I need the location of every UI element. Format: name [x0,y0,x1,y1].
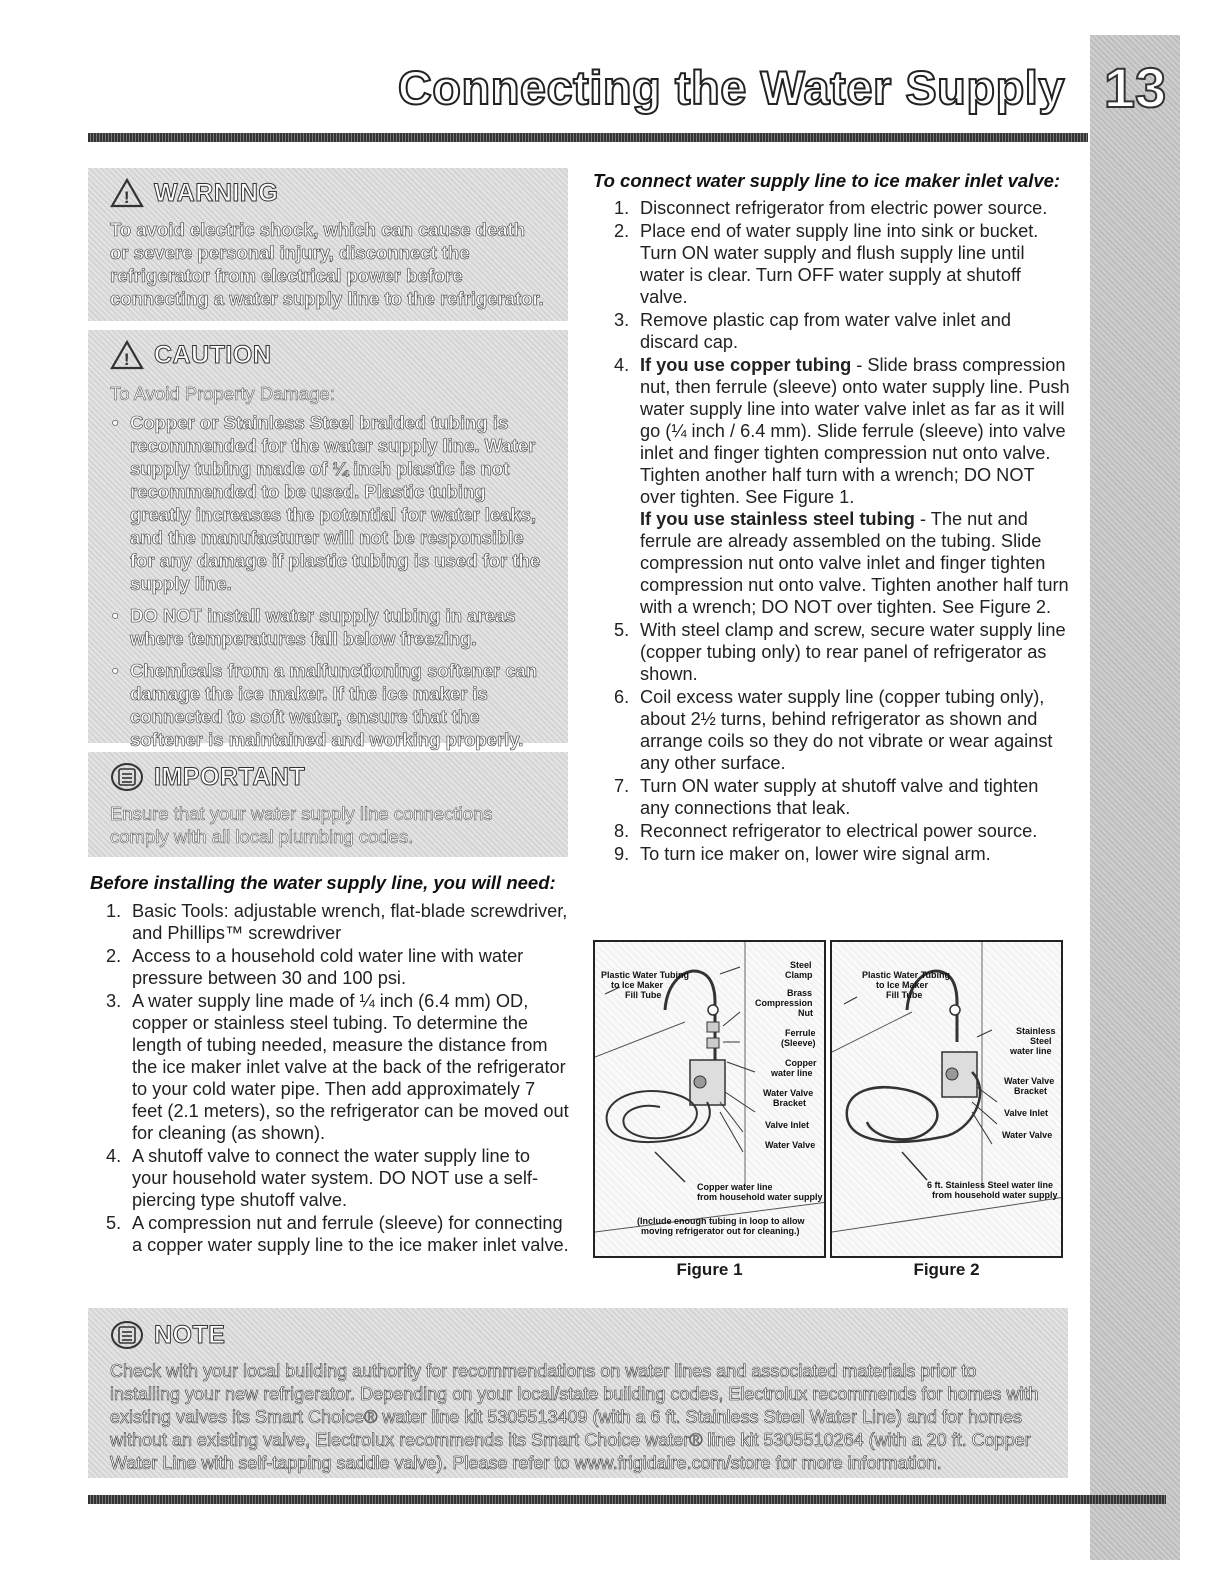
fig1-label-clamp2: Clamp [785,970,813,980]
before-item [100,1212,570,1256]
step-number: 1. [614,198,630,218]
fig1-label-supply2: from household water supply [697,1192,823,1202]
step-text: Remove plastic cap from water valve inlet and discard cap. [640,310,1011,352]
caution-bullet: • Copper or Stainless Steel braided tubing is recommended for the water supply line. Water supply tubing made of ¼ inch plastic is not recommended to be used. Plastic tubing greatly increases the potential for water leaks, and the manufacturer will not be responsible for any damage if plastic tubing is used for the supply line. [110,411,546,595]
warning-title: WARNING [154,178,279,207]
bottom-rule [88,1495,1166,1504]
fig2-label-plastic: Plastic Water Tubing [862,970,951,980]
fig2-label-stainless2: Steel [1030,1036,1052,1046]
caution-subtitle: To Avoid Property Damage: [110,383,335,404]
connect-step [608,619,1070,685]
fig2-label-bracket1: Water Valve [1004,1076,1055,1086]
item-text: A compression nut and ferrule (sleeve) for connecting a copper water supply line to the ice maker inlet valve. [132,1213,569,1255]
warning-box [88,168,568,321]
connect-step [608,309,1070,353]
fig1-label-bracket1: Water Valve [763,1088,814,1098]
fig1-label-note2: moving refrigerator out for cleaning.) [641,1226,800,1236]
item-number: 5. [106,1213,122,1233]
fig2-label-fill: Fill Tube [886,990,923,1000]
before-heading: Before installing the water supply line, you will need: [90,872,556,893]
connect-step [608,775,1070,819]
fig1-label-fill: Fill Tube [625,990,662,1000]
item-number: 1. [106,901,122,921]
before-item [100,990,570,1144]
fig1-label-ferrule: Ferrule [785,1028,816,1038]
before-item [100,1145,570,1211]
page-side-tab [1090,35,1180,1560]
item-number: 2. [106,946,122,966]
fig1-label-copper: Copper [785,1058,817,1068]
step-text: With steel clamp and screw, secure water supply line (copper tubing only) to rear panel of refrigerator as shown. [640,620,1066,684]
copper-text: - Slide brass compression nut, then ferrule (sleeve) onto water supply line. Push water supply line into water valve inlet as far as it will go (¼ inch / 6.4 mm). Slide ferrule (sleeve) into valve inlet and finger tighten compression nut onto valve. Tighten another half turn with a wrench; DO NOT over tighten. See Figure 1. [640,355,1070,507]
svg-text:!: ! [123,188,131,207]
fig1-label-clamp1: Steel [790,960,812,970]
fig1-label-compression: Compression [755,998,813,1008]
caution-bullet: • Chemicals from a malfunctioning softener can damage the ice maker. If the ice maker is connected to soft water, ensure that the softener is maintained and working properly. [110,659,546,751]
top-rule [88,133,1088,142]
fig1-label-inlet: Valve Inlet [765,1120,810,1130]
fig1-label-supply1: Copper water line [697,1182,773,1192]
important-text: Ensure that your water supply line connections comply with all local plumbing codes. [110,803,493,847]
important-box [88,752,568,857]
fig2-label-valve: Water Valve [1002,1130,1053,1140]
item-number: 4. [106,1146,122,1166]
fig1-label-bracket2: Bracket [773,1098,807,1108]
connect-steps [608,197,1070,866]
item-text: Access to a household cold water line with water pressure between 30 and 100 psi. [132,946,524,988]
stainless-label: If you use stainless steel tubing [640,509,915,529]
fig1-label-note1: (Include enough tubing in loop to allow [637,1216,805,1226]
figure-1-caption: Figure 1 [676,1260,743,1279]
step-number: 6. [614,687,630,707]
fig2-label-stainless3: water line [1010,1046,1052,1056]
item-text: A shutoff valve to connect the water supply line to your household water system. DO NOT use a self-piercing type shutoff valve. [132,1146,539,1210]
page-number: 13 [1103,56,1167,119]
stainless-substep [640,508,1070,618]
fig1-label-brass: Brass [787,988,813,998]
fig1-label-plastic: Plastic Water Tubing [601,970,690,980]
connect-step [608,843,1070,865]
important-header [110,762,546,792]
figure-2-stainless [830,940,1063,1258]
note-header [110,1320,1046,1350]
svg-text:!: ! [123,350,131,369]
step-text: Disconnect refrigerator from electric power source. [640,198,1048,218]
fig2-label-inlet: Valve Inlet [1004,1108,1049,1118]
before-item [100,900,570,944]
step-number: 3. [614,310,630,330]
note-box [88,1308,1068,1478]
step-text: Turn ON water supply at shutoff valve and tighten any connections that leak. [640,776,1039,818]
connect-heading: To connect water supply line to ice maker inlet valve: [593,170,1061,191]
warning-text: To avoid electric shock, which can cause death or severe personal injury, disconnect the refrigerator from electrical power before connecting a water supply line to the refrigerator. [110,219,544,309]
fig2-label-supply1: 6 ft. Stainless Steel water line [927,1180,1054,1190]
fig1-label-water-line: water line [771,1068,813,1078]
fig1-label-sleeve: (Sleeve) [781,1038,816,1048]
item-text: Basic Tools: adjustable wrench, flat-blade screwdriver, and Phillips™ screwdriver [132,901,568,943]
connect-step [608,197,1070,219]
note-title: NOTE [154,1320,226,1349]
caution-triangle-icon [110,340,144,370]
figure-2-caption: Figure 2 [913,1260,980,1279]
step-number: 9. [614,844,630,864]
stainless-text: - The nut and ferrule are already assembled on the tubing. Slide compression nut onto valve inlet and finger tighten compression nut onto valve. Tighten another half turn with a wrench; DO NOT over tighten. See Figure 2. [640,509,1069,617]
caution-box [88,330,568,750]
before-item [100,945,570,989]
step-number: 5. [614,620,630,640]
step-text: Coil excess water supply line (copper tubing only), about 2½ turns, behind refrigerator as shown and arrange coils so they do not vibrate or wear against any other surface. [640,687,1053,773]
step-text: Place end of water supply line into sink or bucket. Turn ON water supply and flush supply line until water is clear. Turn OFF water supply at shutoff valve. [640,221,1039,307]
copper-label: If you use copper tubing [640,355,852,375]
notepad-icon [110,1320,144,1350]
item-number: 3. [106,991,122,1011]
fig2-label-to-ice: to Ice Maker [876,980,929,990]
caution-bullet-list [110,411,546,751]
caution-bullet: • DO NOT install water supply tubing in areas where temperatures fall below freezing. [110,604,546,650]
figure-1-copper [593,940,826,1258]
step-number: 8. [614,821,630,841]
step-number: 7. [614,776,630,796]
copper-substep [640,354,1070,508]
connect-step [608,820,1070,842]
step-text: To turn ice maker on, lower wire signal arm. [640,844,991,864]
connect-step [608,354,1070,618]
item-text: A water supply line made of ¼ inch (6.4 mm) OD, copper or stainless steel tubing. To determine the length of tubing needed, measure the distance from the ice maker inlet valve at the back of the refrigerator to your cold water pipe. Then add approximately 7 feet (2.1 meters), so the refrigerator can be moved out for cleaning (as shown). [132,991,569,1143]
important-title: IMPORTANT [154,762,306,791]
notepad-icon [110,762,144,792]
page-title: Connecting the Water Supply [397,61,1065,114]
caution-header [110,340,546,370]
fig1-label-nut: Nut [798,1008,813,1018]
connect-step [608,686,1070,774]
fig2-label-stainless1: Stainless [1016,1026,1056,1036]
warning-header [110,178,546,208]
warning-triangle-icon [110,178,144,208]
fig2-label-supply2: from household water supply [932,1190,1058,1200]
step-number: 4. [614,355,630,375]
caution-title: CAUTION [154,340,272,369]
fig2-label-bracket2: Bracket [1014,1086,1048,1096]
connect-step [608,220,1070,308]
stainless-connection-illustration [832,942,1063,1258]
step-number: 2. [614,221,630,241]
before-list [100,900,570,1257]
step-text: Reconnect refrigerator to electrical power source. [640,821,1038,841]
note-text: Check with your local building authority for recommendations on water lines and associated materials prior to installing your new refrigerator. Depending on your local/state building codes, Electrolux recommends for homes with existing valves its Smart Choice® water line kit 5305513409 (with a 6 ft. Stainless Steel Water Line) and for homes without an existing valve, Electrolux recommends its Smart Choice water® line kit 5305510264 (with a 20 ft. Copper Water Line with self-tapping saddle valve). Please refer to www.frigidaire.com/store for more information. [110,1361,1039,1473]
fig1-label-valve: Water Valve [765,1140,816,1150]
fig1-label-to-ice: to Ice Maker [611,980,664,990]
